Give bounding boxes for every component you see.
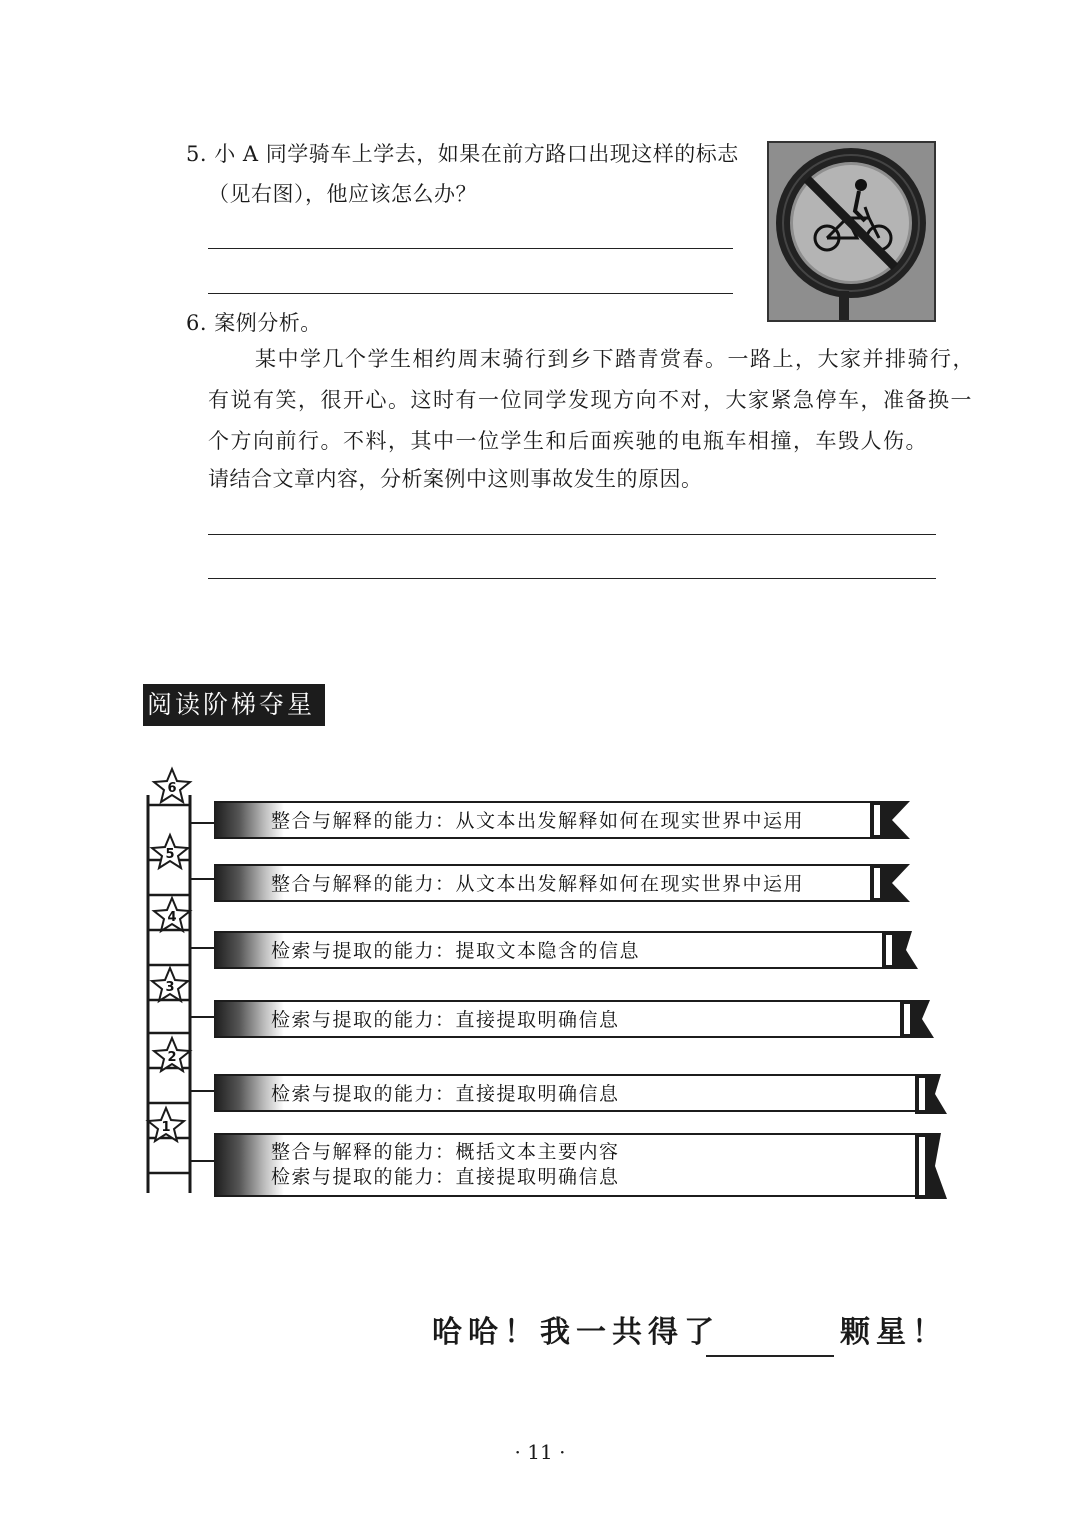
ribbon-text: 检索与提取的能力：直接提取明确信息 [271,1009,620,1031]
section-title: 阅读阶梯夺星 [143,684,325,726]
star-label: 4 [167,910,177,925]
star-label: 5 [165,847,175,862]
ribbon-tail-icon [915,1074,947,1114]
ability-ribbon-level-4 [214,931,886,969]
ladder-connector [190,1160,216,1162]
ability-ribbon-level-6 [214,801,874,839]
star-label: 6 [167,781,177,796]
answer-line[interactable] [208,293,733,294]
no-bicycle-sign-icon [767,141,936,322]
ladder-connector [190,878,216,880]
case-paragraph-line-1: 某中学几个学生相约周末骑行到乡下踏青赏春。一路上，大家并排骑行， [255,347,975,371]
question-5-line-2: （见右图），他应该怎么办？ [208,182,477,206]
answer-line[interactable] [208,534,936,535]
ribbon-text: 检索与提取的能力：直接提取明确信息 [271,1083,620,1105]
case-question-prompt: 请结合文章内容，分析案例中这则事故发生的原因。 [208,467,703,491]
ladder-connector [190,822,216,824]
ribbon-text: 检索与提取的能力：提取文本隐含的信息 [271,940,641,962]
ladder-connector [190,947,216,949]
ribbon-text: 整合与解释的能力：从文本出发解释如何在现实世界中运用 [271,810,805,832]
star-tally-prefix: 哈哈！我一共得了 [432,1315,720,1350]
ability-ribbon-level-2 [214,1074,919,1112]
ribbon-tail-icon [882,931,918,969]
star-tally-suffix: 颗星！ [840,1315,948,1350]
question-6-title: 6. 案例分析。 [186,311,322,335]
ladder-connector [190,1016,216,1018]
star-count-blank[interactable] [706,1355,834,1357]
ribbon-tail-icon [915,1133,947,1199]
ribbon-tail-icon [870,864,910,902]
ability-ribbon-level-1 [214,1133,919,1197]
ribbon-text: 整合与解释的能力：概括文本主要内容 [271,1141,620,1163]
ribbon-text: 检索与提取的能力：直接提取明确信息 [271,1166,620,1188]
ability-ribbon-level-3 [214,1000,904,1038]
star-label: 1 [161,1120,171,1135]
star-label: 2 [167,1050,177,1065]
ladder-connector [190,1090,216,1092]
page-number: · 11 · [514,1440,566,1464]
answer-line[interactable] [208,248,733,249]
ribbon-tail-icon [900,1000,936,1038]
ability-ribbon-level-5 [214,864,874,902]
ribbon-text: 整合与解释的能力：从文本出发解释如何在现实世界中运用 [271,873,805,895]
question-5-line-1: 5. 小 A 同学骑车上学去，如果在前方路口出现这样的标志 [186,142,739,166]
ladder-graphic [130,765,200,1195]
ribbon-tail-icon [870,801,910,839]
star-label: 3 [165,980,175,995]
case-paragraph-line-2: 有说有笑，很开心。这时有一位同学发现方向不对，大家紧急停车，准备换一 [208,388,973,412]
case-paragraph-line-3: 个方向前行。不料，其中一位学生和后面疾驰的电瓶车相撞，车毁人伤。 [208,429,928,453]
answer-line[interactable] [208,578,936,579]
